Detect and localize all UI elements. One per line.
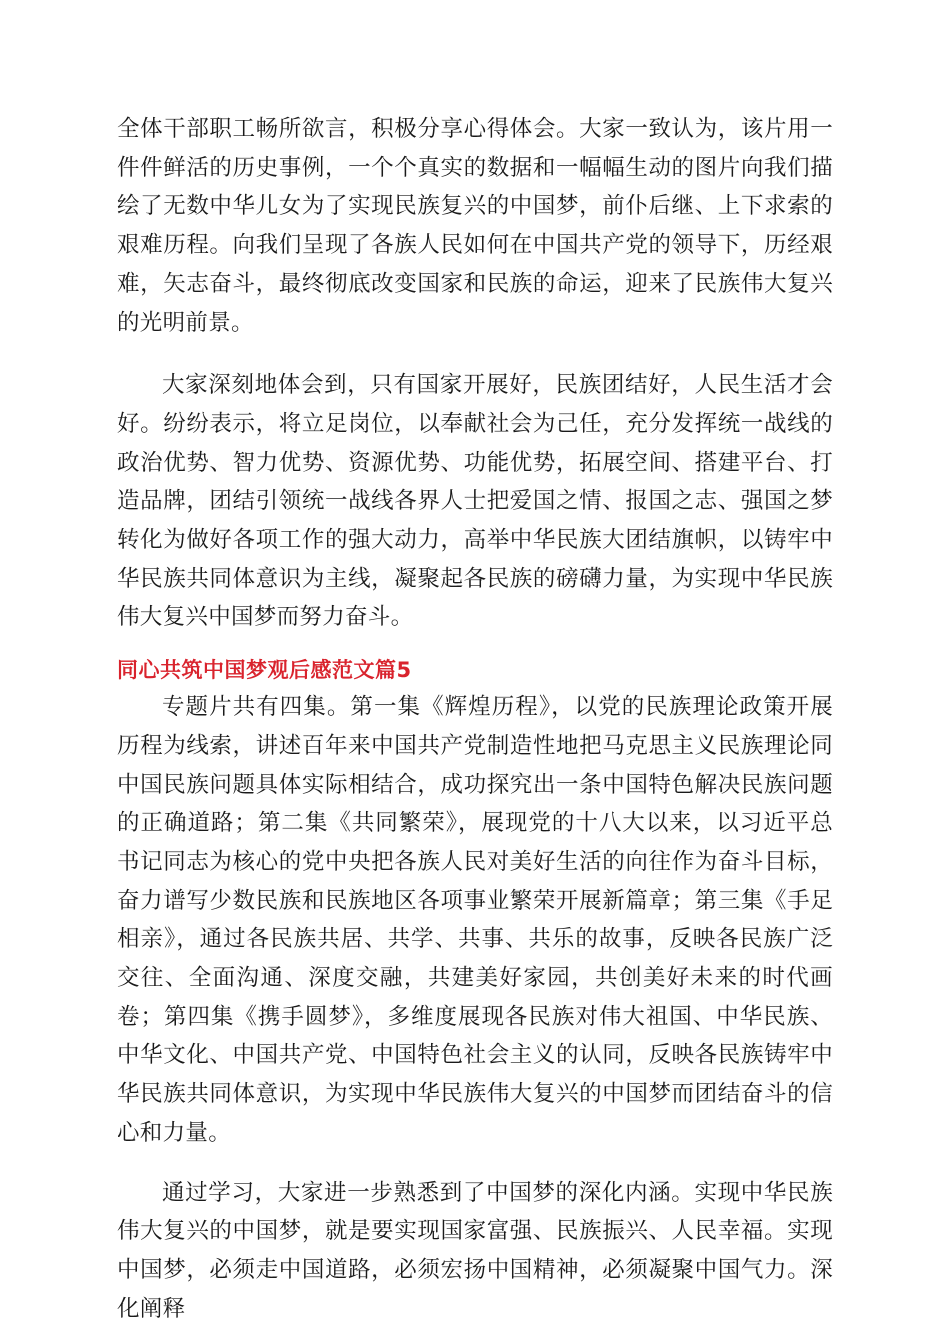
paragraph-2: 大家深刻地体会到，只有国家开展好，民族团结好，人民生活才会好。纷纷表示，将立足岗位，以奉献社会为己任，充分发挥统一战线的政治优势、智力优势、资源优势、功能优势，拓展空间、搭建平台、打造品牌，团结引领统一战线各界人士把爱国之情、报国之志、强国之梦转化为做好各项工作的强大动力，高举中华民族大团结旗帜，以铸牢中华民族共同体意识为主线，凝聚起各民族的磅礴力量，为实现中华民族伟大复兴中国梦而努力奋斗。: [117, 372, 833, 631]
section-heading: 同心共筑中国梦观后感范文篇5: [117, 658, 412, 683]
paragraph-1: 全体干部职工畅所欲言，积极分享心得体会。大家一致认为，该片用一件件鲜活的历史事例，一个个真实的数据和一幅幅生动的图片向我们描绘了无数中华儿女为了实现民族复兴的中国梦，前仆后继、上下求索的艰难历程。向我们呈现了各族人民如何在中国共产党的领导下，历经艰难，矢志奋斗，最终彻底改变国家和民族的命运，迎来了民族伟大复兴的光明前景。: [117, 116, 833, 336]
paragraph-3: 专题片共有四集。第一集《辉煌历程》，以党的民族理论政策开展历程为线索，讲述百年来中国共产党制造性地把马克思主义民族理论同中国民族问题具体实际相结合，成功探究出一条中国特色解决民族问题的正确道路；第二集《共同繁荣》，展现党的十八大以来，以习近平总书记同志为核心的党中央把各族人民对美好生活的向往作为奋斗目标，奋力谱写少数民族和民族地区各项事业繁荣开展新篇章；第三集《手足相亲》，通过各民族共居、共学、共事、共乐的故事，反映各民族广泛交往、全面沟通、深度交融，共建美好家园，共创美好未来的时代画卷；第四集《携手圆梦》，多维度展现各民族对伟大祖国、中华民族、中华文化、中国共产党、中国特色社会主义的认同，反映各民族铸牢中华民族共同体意识，为实现中华民族伟大复兴的中国梦而团结奋斗的信心和力量。: [117, 694, 833, 1146]
document-page: [117, 110, 833, 1328]
paragraph-4: 通过学习，大家进一步熟悉到了中国梦的深化内涵。实现中华民族伟大复兴的中国梦，就是要实现国家富强、民族振兴、人民幸福。实现中国梦，必须走中国道路，必须宏扬中国精神，必须凝聚中国气力。深化阐释: [117, 1179, 833, 1322]
